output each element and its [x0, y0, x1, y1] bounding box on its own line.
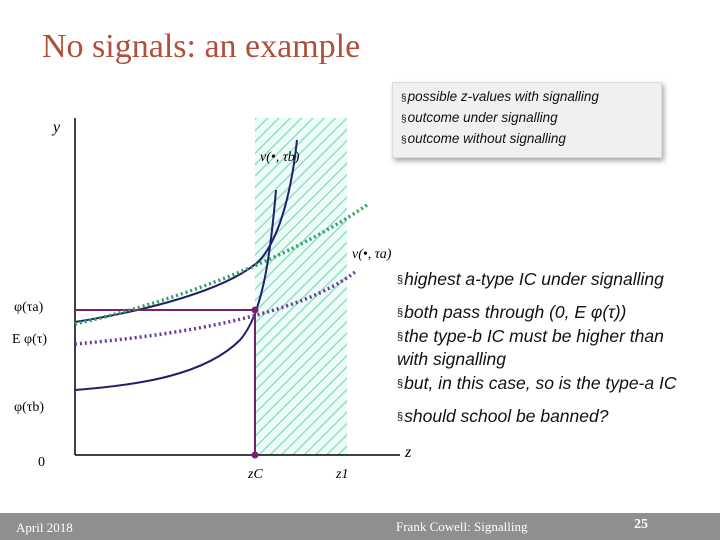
legend-label: outcome under signalling: [407, 110, 558, 125]
y-tick-e-phi: E φ(τ): [12, 332, 48, 347]
page-number: 25: [634, 517, 648, 532]
bullet-marker: §: [397, 378, 404, 390]
y-tick-phi-a: φ(τa): [14, 300, 44, 315]
origin-label: 0: [38, 455, 45, 470]
legend-bullet: §: [401, 114, 407, 125]
y-tick-phi-b: φ(τb): [14, 400, 45, 415]
point-zc: [252, 452, 259, 459]
legend-item-possible-z: [401, 89, 599, 104]
x-tick-zc: zC: [248, 467, 263, 482]
legend-item-no-signalling: [401, 131, 566, 146]
bullet-label: with signalling: [397, 349, 506, 369]
axis-y-label: y: [53, 119, 61, 136]
bullet-marker: §: [397, 307, 404, 319]
bullet-label: but, in this case, so is the type-a IC: [404, 373, 677, 393]
legend-bullet: §: [401, 135, 407, 146]
bullet-item: [397, 372, 676, 395]
footer-date: April 2018: [16, 520, 73, 535]
bullet-item: [397, 301, 626, 324]
bullet-marker: §: [397, 411, 404, 423]
curve-b-label: v(•, τb): [260, 150, 300, 165]
legend-label: outcome without signalling: [407, 131, 566, 146]
axis-x-label: z: [405, 444, 412, 461]
bullet-item: [397, 325, 664, 348]
footer-bar: [0, 513, 720, 540]
slide-title: No signals: an example: [42, 28, 361, 65]
curve-a-solid: [75, 190, 276, 390]
bullet-marker: §: [397, 274, 404, 286]
legend-label: possible z-values with signalling: [407, 89, 599, 104]
bullet-item: [397, 348, 506, 370]
bullet-label: the type-b IC must be higher than: [404, 326, 664, 346]
bullet-label: both pass through (0, E φ(τ)): [404, 302, 627, 322]
curve-a-label: v(•, τa): [352, 247, 392, 262]
footer-author: Frank Cowell: Signalling: [396, 519, 528, 534]
legend-item-signalling: [401, 110, 558, 125]
bullet-label: should school be banned?: [404, 406, 609, 426]
x-tick-z1: z1: [336, 467, 349, 482]
bullet-item: [397, 268, 664, 291]
bullet-marker: §: [397, 331, 404, 343]
bullet-item: [397, 405, 608, 428]
point-signalling-outcome: [252, 307, 259, 314]
legend-bullet: §: [401, 93, 407, 104]
bullet-label: highest a-type IC under signalling: [404, 269, 664, 289]
legend-box: [392, 82, 662, 158]
